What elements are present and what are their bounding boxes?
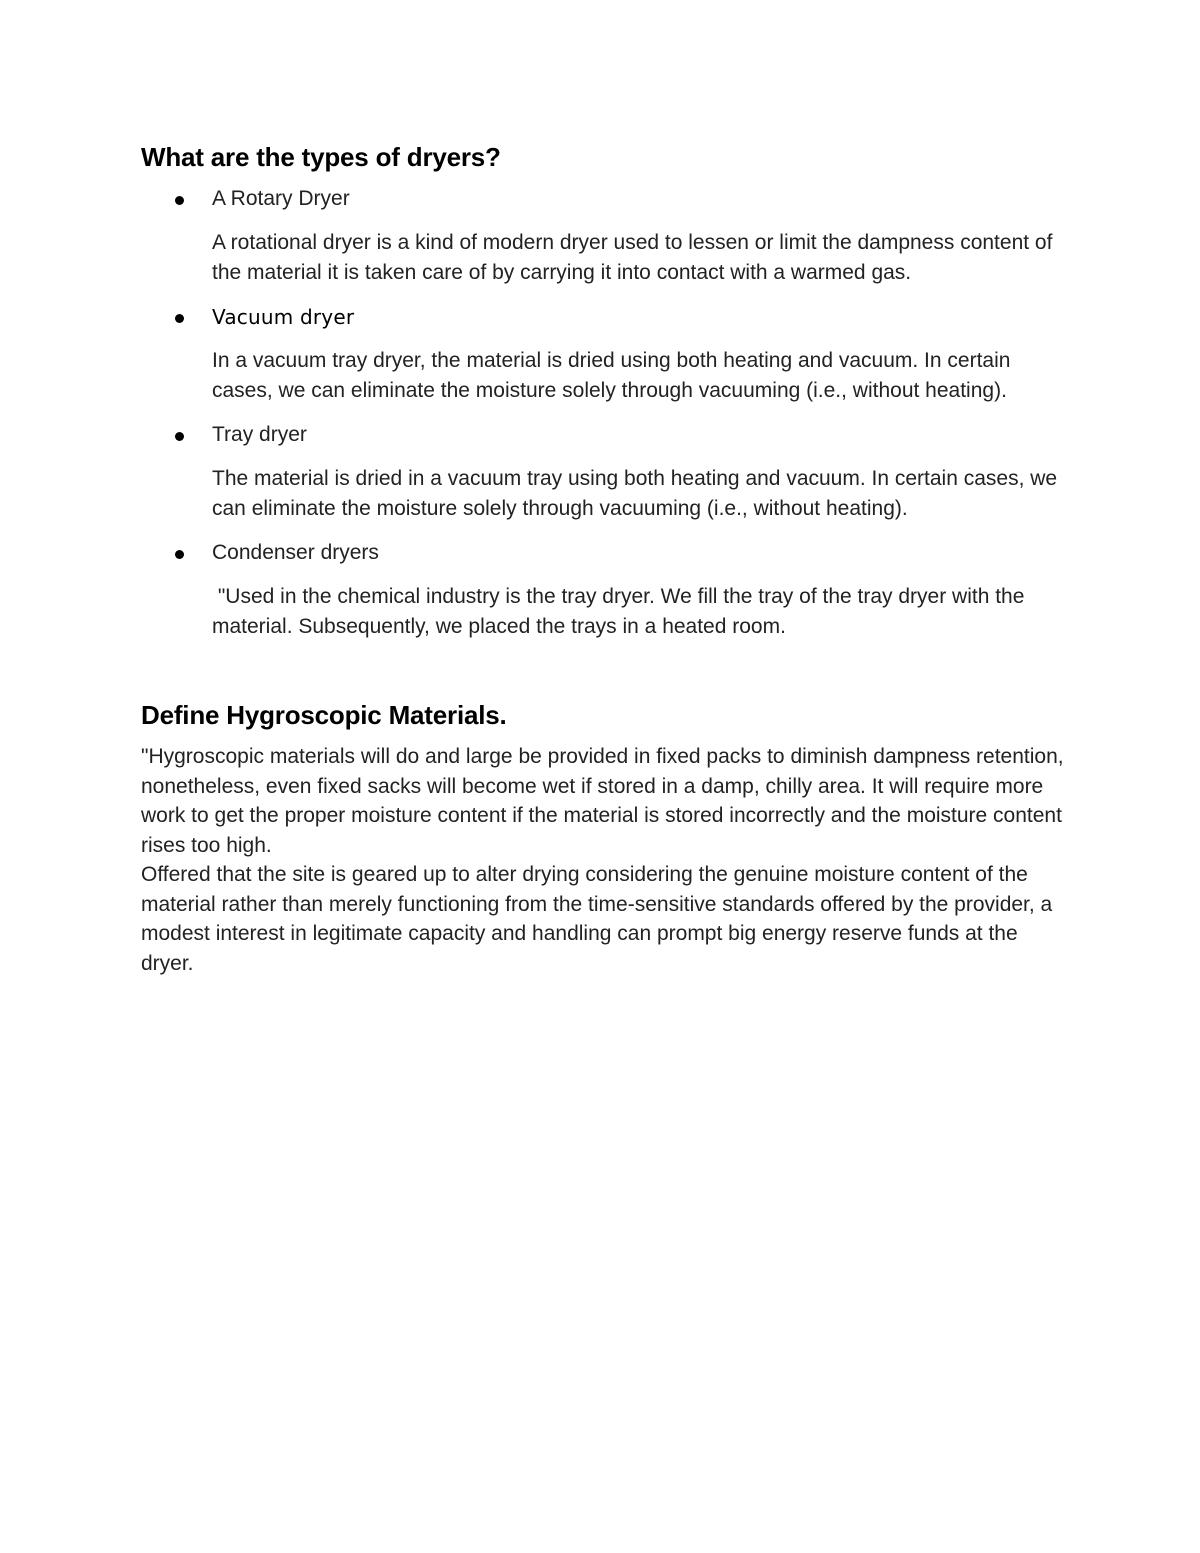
heading-types-of-dryers: What are the types of dryers? [141, 142, 501, 172]
list-item-rotary-dryer [141, 184, 1071, 287]
list-item-tray-dryer [141, 420, 1071, 523]
item-title-condenser-dryers: Condenser dryers [212, 541, 379, 564]
dryer-types-list [141, 184, 1071, 641]
item-description-vacuum-dryer: In a vacuum tray dryer, the material is dried using both heating and vacuum. In certain cases, we can eliminate the moisture solely through vacuuming (i.e., without heating). [212, 349, 1011, 402]
list-item-condenser-dryers [141, 538, 1071, 641]
item-title-vacuum-dryer: Vacuum dryer [212, 305, 355, 329]
paragraph-hygroscopic-2: Offered that the site is geared up to alter drying considering the genuine moisture content of the material rather than merely functioning from the time-sensitive standards offered by the provider, a modest interest in legitimate capacity and handling can prompt big energy reserve funds at the dryer. [141, 863, 1053, 975]
document-content [141, 140, 1071, 978]
paragraph-hygroscopic-1: "Hygroscopic materials will do and large be provided in fixed packs to diminish dampness retention, nonetheless, even fixed sacks will become wet if stored in a damp, chilly area. It will require more work to get the proper moisture content if the material is stored incorrectly and the moisture content rises too high. [141, 745, 1064, 857]
item-description-tray-dryer: The material is dried in a vacuum tray using both heating and vacuum. In certain cases, we can eliminate the moisture solely through vacuuming (i.e., without heating). [212, 467, 1058, 520]
item-title-tray-dryer: Tray dryer [212, 423, 307, 446]
bullet-icon [175, 314, 184, 323]
heading-hygroscopic-materials: Define Hygroscopic Materials. [141, 700, 507, 730]
item-title-rotary-dryer: A Rotary Dryer [212, 187, 350, 210]
item-description-condenser-dryers: "Used in the chemical industry is the tray dryer. We fill the tray of the tray dryer with the material. Subsequently, we placed the trays in a heated room. [212, 585, 1031, 638]
list-item-vacuum-dryer [141, 302, 1071, 405]
bullet-icon [175, 196, 184, 205]
bullet-icon [175, 550, 184, 559]
bullet-icon [175, 432, 184, 441]
item-description-rotary-dryer: A rotational dryer is a kind of modern dryer used to lessen or limit the dampness content of the material it is taken care of by carrying it into contact with a warmed gas. [212, 231, 1053, 284]
hygroscopic-section [141, 698, 1071, 978]
